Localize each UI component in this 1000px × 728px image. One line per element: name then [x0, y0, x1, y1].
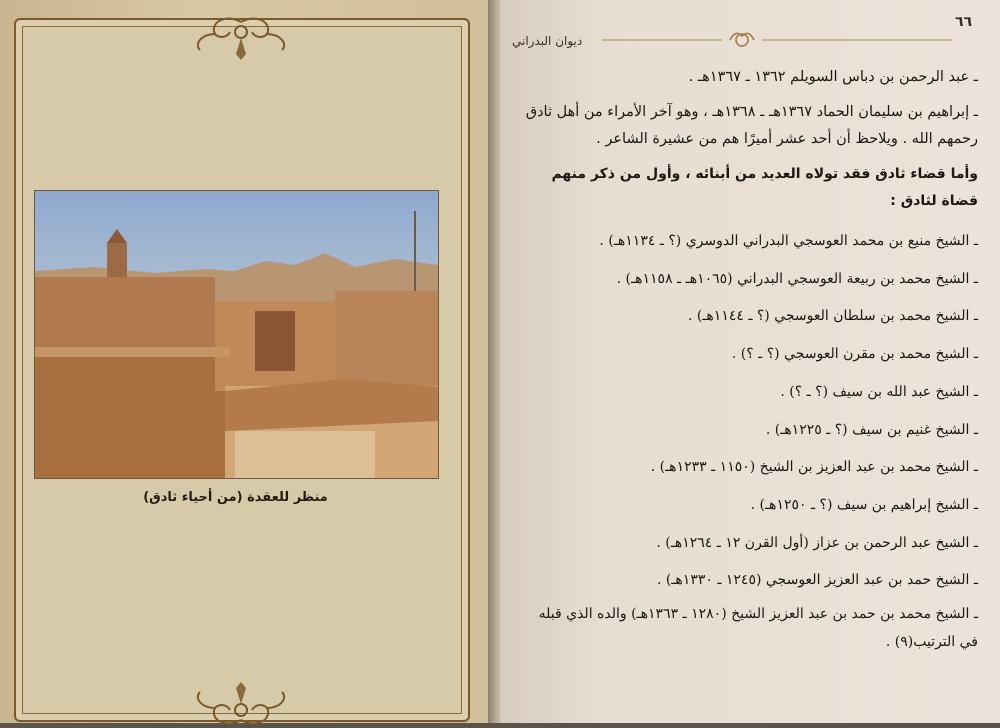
left-page	[0, 0, 492, 723]
paragraph-heading: وأما قضاء ثادق فقد تولاه العديد من أبنائه ، وأول من ذكر منهم قضاة لثادق :	[551, 166, 978, 209]
list-item: ـ الشيخ منيع بن محمد العوسجي البدراني الدوسري (؟ ـ ١١٣٤هـ) .	[599, 233, 978, 249]
list-item: ـ الشيخ عبد الرحمن بن عزاز (أول القرن ١٢ ـ ١٢٦٤هـ) .	[656, 534, 978, 551]
body-text	[520, 64, 978, 656]
village-photo	[34, 190, 439, 479]
floral-ornament-bottom	[186, 678, 296, 728]
paragraph: ـ إبراهيم بن سليمان الحماد ١٣٦٧هـ ـ ١٣٦٨هـ ، وهو آخر الأمراء من أهل ثادق رحمهم الله . ويلاحظ أن أحد عشر أميرًا هم من عشيرة الشاعر .	[525, 104, 978, 147]
list-item: ـ الشيخ حمد بن عبد العزيز العوسجي (١٢٤٥ ـ ١٣٣٠هـ) .	[656, 572, 978, 589]
running-head: ديوان البدراني	[512, 34, 583, 48]
list-item: ـ الشيخ عبد الله بن سيف (؟ ـ ؟) .	[780, 383, 978, 400]
list-item: ـ الشيخ محمد بن عبد العزيز بن الشيخ (١١٥٠ ـ ١٢٣٣هـ) .	[650, 459, 978, 476]
decorative-frame	[14, 18, 470, 722]
list-item: ـ الشيخ محمد بن ربيعة العوسجي البدراني (١٠٦٥هـ ـ ١١٥٨هـ) .	[616, 270, 978, 287]
list-item: ـ الشيخ محمد بن مقرن العوسجي (؟ ـ ؟) .	[731, 346, 978, 363]
paragraph: ـ عبد الرحمن بن دباس السويلم ١٣٦٢ ـ ١٣٦٧هـ .	[688, 69, 978, 85]
list-item: ـ الشيخ غنيم بن سيف (؟ ـ ١٢٢٥هـ) .	[765, 421, 978, 438]
list-item: ـ الشيخ محمد بن حمد بن عبد العزيز الشيخ (١٢٨٠ ـ ١٣٦٣هـ) والده الذي قبله في الترتيب(٩) .	[538, 606, 978, 651]
floral-ornament-top	[186, 14, 296, 64]
page-number: ٦٦	[955, 14, 973, 30]
right-page	[500, 0, 1000, 723]
list-item: ـ الشيخ إبراهيم بن سيف (؟ ـ ١٢٥٠هـ) .	[750, 496, 978, 513]
photo-caption: منظر للعقدة (من أحياء ثادق)	[143, 490, 328, 505]
list-item: ـ الشيخ محمد بن سلطان العوسجي (؟ ـ ١١٤٤هـ) .	[687, 308, 978, 325]
